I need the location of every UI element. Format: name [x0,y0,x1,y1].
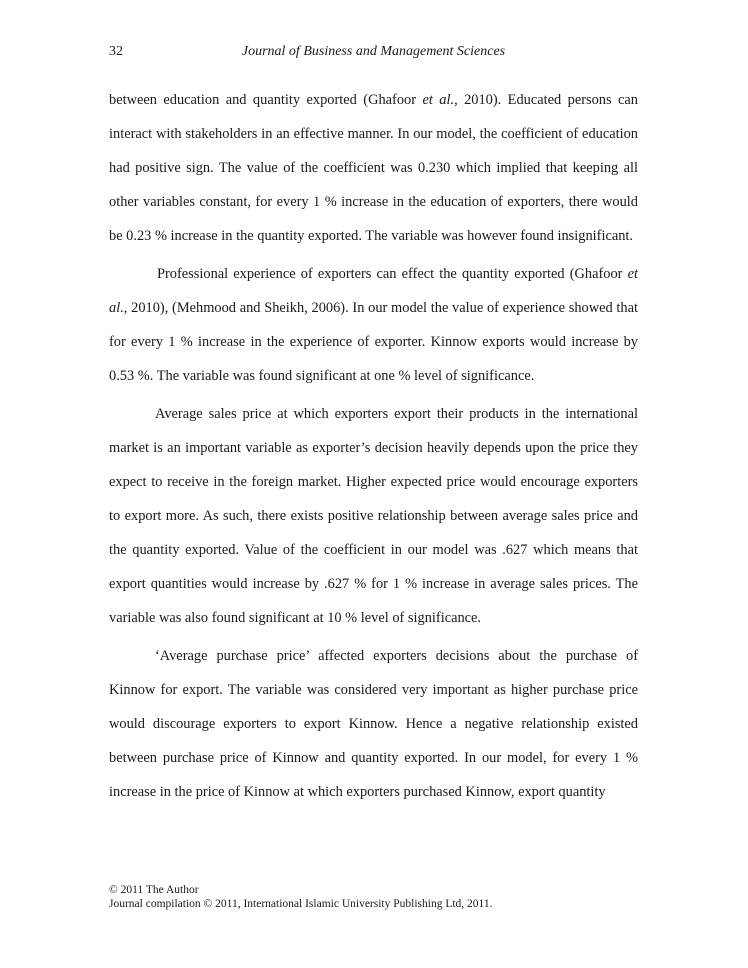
paragraph-education: between education and quantity exported (Ghafoor et al., 2010). Educated persons can interact with stakeholders in an effective manner. In our model, the coefficient of education had positive sign. The value of the coefficient was 0.230 which implied that keeping all other variables constant, for every 1 % increase in the education of exporters, there would be 0.23 % increase in the quantity exported. The variable was however found insignificant. [109,92,638,244]
page-header [109,44,638,64]
journal-title: Journal of Business and Management Sciences [241,44,506,59]
copyright-line: © 2011 The Author [109,884,199,896]
body-text [109,83,638,813]
italic-et-al: et al. [422,92,455,108]
page-footer [109,883,708,911]
journal-compilation-line: Journal compilation © 2011, International Islamic University Publishing Ltd, 2011. [109,898,493,910]
page-number: 32 [109,44,123,59]
paragraph-purchase-price: ‘Average purchase price’ affected exporters decisions about the purchase of Kinnow for export. The variable was considered very important as higher purchase price would discourage exporters to export Kinnow. Hence a negative relationship existed between purchase price of Kinnow and quantity exported. In our model, for every 1 % increase in the price of Kinnow at which exporters purchased Kinnow, export quantity [109,648,638,800]
italic-et-al: et al. [109,266,638,316]
paragraph-sales-price: Average sales price at which exporters export their products in the international market is an important variable as exporter’s decision heavily depends upon the price they expect to receive in the foreign market. Higher expected price would encourage exporters to export more. As such, there exists positive relationship between average sales price and the quantity exported. Value of the coefficient in our model was .627 which means that export quantities would increase by .627 % for 1 % increase in average sales prices. The variable was also found significant at 10 % level of significance. [109,406,638,626]
paragraph-experience: Professional experience of exporters can effect the quantity exported (Ghafoor et al., 2010), (Mehmood and Sheikh, 2006). In our model the value of experience showed that for every 1 % increase in the experience of exporter. Kinnow exports would increase by 0.53 %. The variable was found significant at one % level of significance. [109,266,638,384]
